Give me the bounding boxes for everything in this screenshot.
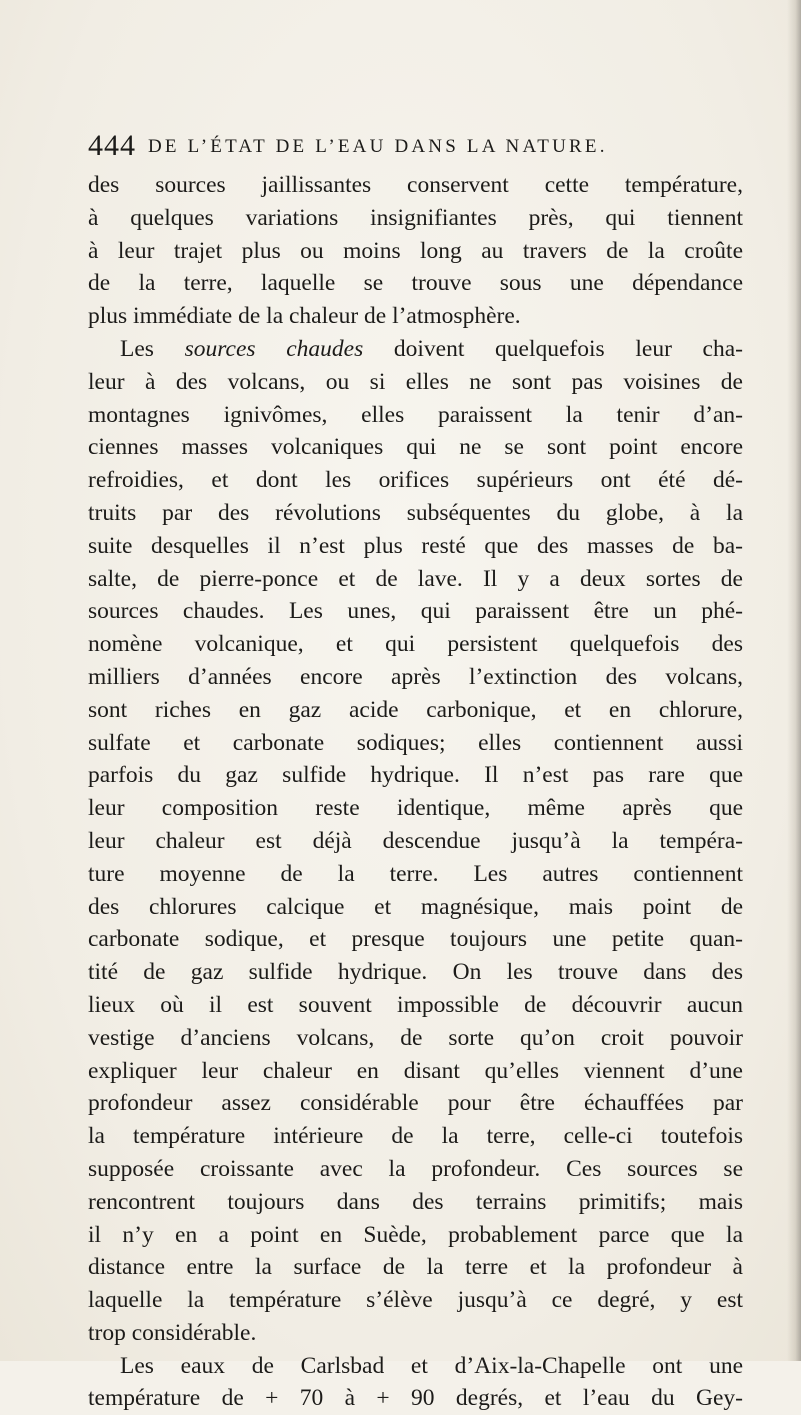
text-line: nomène volcanique, et qui persistent quelquefois des [88,631,743,658]
text-line: des sources jaillissantes conservent cette température, [88,172,743,198]
text-line: ture moyenne de la terre. Les autres contiennent [88,860,743,887]
text-line-paragraph-start [88,333,743,366]
text-line: vestige d’anciens volcans, de sorte qu’on croit pouvoir [88,1024,743,1051]
text-line: refroidies, et dont les orifices supérieurs ont été dé- [88,467,743,494]
text-line: parfois du gaz sulfide hydrique. Il n’est pas rare que [88,762,743,789]
emphasis-sources-chaudes: sources chaudes [184,335,364,362]
text-line-paragraph-start: Les eaux de Carlsbad et d’Aix-la-Chapelle ont une [120,1352,743,1379]
page-header [88,128,748,164]
text-line: sont riches en gaz acide carbonique, et en chlorure, [88,696,743,723]
text-line: laquelle la température s’élève jusqu’à ce degré, y est [88,1287,743,1314]
text-line: salte, de pierre-ponce et de lave. Il y a deux sortes de [88,565,743,592]
text-line: expliquer leur chaleur en disant qu’elles viennent d’une [88,1057,743,1084]
running-head: DE L’ÉTAT DE L’EAU DANS LA NATURE. [148,136,608,157]
text-line: carbonate sodique, et presque toujours une petite quan- [88,926,743,953]
text-line: milliers d’années encore après l’extinction des volcans, [88,663,743,690]
text-line: distance entre la surface de la terre et la profondeur à [88,1254,743,1281]
text-line: leur composition reste identique, même après que [88,795,743,822]
text-line: sources chaudes. Les unes, qui paraissent être un phé- [88,598,743,625]
text-line: supposée croissante avec la profondeur. Ces sources se [88,1155,743,1182]
body-text [88,169,743,1415]
page-number: 444 [88,129,136,162]
text-line: il n’y en a point en Suède, probablement parce que la [88,1221,743,1248]
text-line: truits par des révolutions subséquentes du globe, à la [88,499,743,526]
text-line: plus immédiate de la chaleur de l’atmosphère. [88,303,521,330]
text-line: trop considérable. [88,1319,257,1346]
text-line: de la terre, laquelle se trouve sous une dépendance [88,270,743,297]
text-line: à leur trajet plus ou moins long au travers de la croûte [88,237,743,264]
text-line: sulfate et carbonate sodiques; elles contiennent aussi [88,729,743,756]
text-fragment: doivent quelquefois leur cha- [363,335,743,362]
text-line: à quelques variations insignifiantes près, qui tiennent [88,204,743,231]
text-line: suite desquelles il n’est plus resté que des masses de ba- [88,532,743,559]
text-line: leur chaleur est déjà descendue jusqu’à la tempéra- [88,827,743,854]
text-line: montagnes ignivômes, elles paraissent la tenir d’an- [88,401,743,428]
text-fragment: Les [120,335,185,362]
text-line: tité de gaz sulfide hydrique. On les trouve dans des [88,959,743,986]
text-line: température de + 70 à + 90 degrés, et l’eau du Gey- [88,1385,743,1412]
text-line: leur à des volcans, ou si elles ne sont pas voisines de [88,368,743,395]
text-line: des chlorures calcique et magnésique, mais point de [88,893,743,920]
text-line: ciennes masses volcaniques qui ne se sont point encore [88,434,743,461]
page-edge-shadow [787,0,801,1361]
text-line: lieux où il est souvent impossible de découvrir aucun [88,991,743,1018]
text-line: profondeur assez considérable pour être échauffées par [88,1090,743,1117]
text-line: rencontrent toujours dans des terrains primitifs; mais [88,1188,743,1215]
text-line: la température intérieure de la terre, celle-ci toutefois [88,1123,743,1150]
